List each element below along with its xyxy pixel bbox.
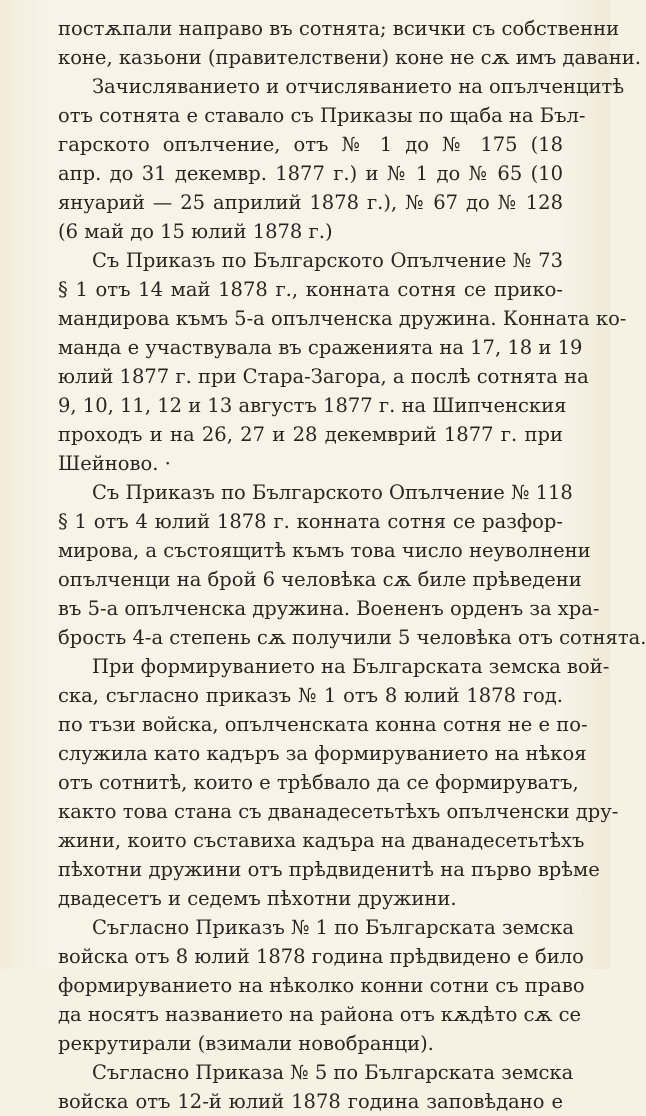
text-line: да носятъ названието на района отъ кѫдѣто сѫ се [58,1003,582,1026]
text-line: Зачисляванието и отчисляванието на опълченцитѣ [92,75,625,98]
page-text [58,14,646,1116]
text-line: служила като кадъръ за формируванието на нѣкоя [58,742,587,765]
text-line: опълченци на брой 6 человѣка сѫ биле прѣведени [58,568,582,591]
paragraph [58,1058,574,1116]
text-line: формируванието на нѣколко конни сотни съ право [58,974,585,997]
text-line: рекрутирали (взимали новобранци). [58,1032,434,1055]
text-line: коне, казьони (правителствени) коне не сѫ имъ давани. [58,46,641,69]
text-line: както това стана съ дванадесетьтѣхъ опълченски дру- [58,800,619,823]
text-line: ска, съгласно приказъ № 1 отъ 8 юлий 1878 год. [58,684,563,707]
text-line: Съгласно Приказа № 5 по Българската земска [92,1061,574,1084]
paragraph [58,913,585,1058]
text-line: пѣхотни дружини отъ прѣдвиденитѣ на първо врѣме [58,858,600,881]
text-line: гарското опълчение, отъ № 1 до № 175 (18 [58,133,563,156]
paragraph [58,652,619,913]
text-line: § 1 отъ 14 май 1878 г., конната сотня се прико- [58,278,563,301]
text-line: войска отъ 12-й юлий 1878 година заповѣдано е [58,1090,563,1113]
text-line: Съгласно Приказъ № 1 по Българската земска [92,916,575,939]
text-line: проходъ и на 26, 27 и 28 декемврий 1877 г. при [58,423,563,446]
text-line: манда е участвувала въ сраженията на 17, 18 и 19 [58,336,583,359]
text-line: Шейново. · [58,452,171,475]
text-line: апр. до 31 декемвр. 1877 г.) и № 1 до № 65 (10 [58,162,563,185]
text-line: отъ сотнитѣ, които е трѣбвало да се формируватъ, [58,771,579,794]
text-line: януарий — 25 априлий 1878 г.), № 67 до № 128 [58,191,563,214]
text-line: войска отъ 8 юлий 1878 година прѣдвидено е било [58,945,584,968]
paragraph [58,246,627,478]
text-line: Съ Приказъ по Българското Опълчение № 73 [92,249,563,272]
text-line: Съ Приказъ по Българското Опълчение № 118 [92,481,573,504]
text-line: постѫпали направо въ сотнята; всички съ собственни [58,17,620,40]
text-line: 9, 10, 11, 12 и 13 августъ 1877 г. на Шипченския [58,394,567,417]
text-line: по тъзи войска, опълченската конна сотня не е по- [58,713,588,736]
text-line: жини, които съставиха кадъра на дванадесетьтѣхъ [58,829,585,852]
text-line: мирова, а състоящитѣ къмъ това число неуволнени [58,539,591,562]
text-line: § 1 отъ 4 юлий 1878 г. конната сотня се разфор- [58,510,563,533]
text-line: брость 4-а степень сѫ получили 5 человѣка отъ сотнята. [58,626,646,649]
text-line: (6 май до 15 юлий 1878 г.) [58,220,333,243]
paragraph [58,72,625,246]
text-line: двадесетъ и седемъ пѣхотни дружини. [58,887,457,910]
text-line: юлий 1877 г. при Стара-Загора, а послѣ сотнята на [58,365,589,388]
text-line: отъ сотнята е ставало съ Приказы по щаба на Бъл- [58,104,586,127]
text-line: При формируванието на Българската земска вой- [92,655,610,678]
text-line: мандирова къмъ 5-а опълченска дружина. Конната ко- [58,307,627,330]
text-line: въ 5-а опълченска дружина. Воененъ орденъ за хра- [58,597,600,620]
paragraph [58,478,646,652]
paragraph [58,14,641,72]
